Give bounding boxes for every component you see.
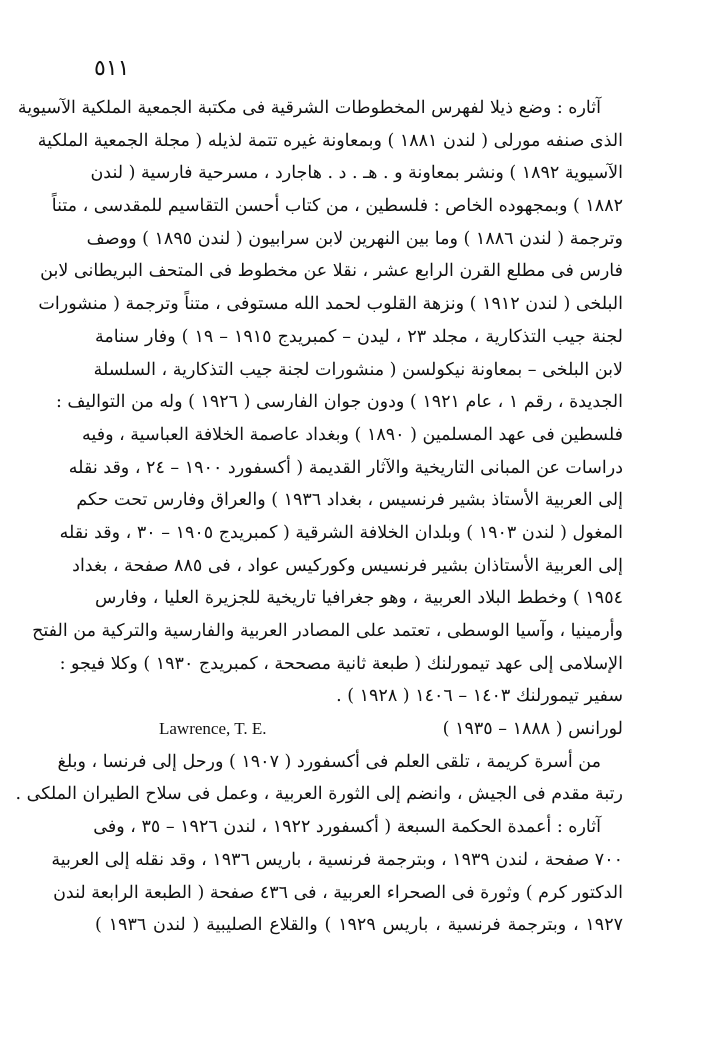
text-line: آثاره : أعمدة الحكمة السبعة ( أكسفورد ١٩٢٢ ، لندن ١٩٢٦ – ٣٥ ، وفى xyxy=(93,817,601,838)
text-line: الذى صنفه مورلى ( لندن ١٨٨١ ) وبمعاونة غيره تتمة لذيله ( مجلة الجمعية الملكية xyxy=(37,130,623,151)
text-line: الدكتور كرم ) وثورة فى الصحراء العربية ، فى ٤٣٦ صفحة ( الطبعة الرابعة لندن xyxy=(53,882,623,903)
text-line: من أسرة كريمة ، تلقى العلم فى أكسفورد ( ١٩٠٧ ) ورحل إلى فرنسا ، وبلغ xyxy=(57,751,601,772)
text-line: إلى العربية الأستاذ بشير فرنسيس ، بغداد ١٩٣٦ ) والعراق وفارس تحت حكم xyxy=(76,490,623,511)
text-line: إلى العربية الأستاذان بشير فرنسيس وكوركيس عواد ، فى ٨٨٥ صفحة ، بغداد xyxy=(72,555,623,576)
text-line: الآسيوية ١٨٩٢ ) ونشر بمعاونة و . هـ . د . هاجارد ، مسرحية فارسية ( لندن xyxy=(90,163,623,184)
text-line: ١٩٢٧ ، وبترجمة فرنسية ، باريس ١٩٢٩ ) والقلاع الصليبية ( لندن ١٩٣٦ ) xyxy=(95,915,624,936)
text-line: دراسات عن المبانى التاريخية والآثار القديمة ( أكسفورد ١٩٠٠ – ٢٤ ، وقد نقله xyxy=(68,457,623,478)
text-line: وترجمة ( لندن ١٨٨٦ ) وما بين النهرين لابن سرابيون ( لندن ١٨٩٥ ) ووصف xyxy=(86,228,623,249)
page-number: ٥١١ xyxy=(94,56,130,81)
text-line: لابن البلخى – بمعاونة نيكولسن ( منشورات لجنة جيب التذكارية ، السلسلة xyxy=(93,359,623,380)
entry-heading-arabic: لورانس ( ١٨٨٨ – ١٩٣٥ ) xyxy=(442,719,623,740)
text-line: سفير تيمورلنك ١٤٠٣ – ١٤٠٦ ( ١٩٢٨ ) . xyxy=(336,686,623,707)
text-line: فارس فى مطلع القرن الرابع عشر ، نقلا عن مخطوط فى المتحف البريطانى لابن xyxy=(40,261,623,282)
text-line: ٧٠٠ صفحة ، لندن ١٩٣٩ ، وبترجمة فرنسية ، باريس ١٩٣٦ ، وقد نقله إلى العربية xyxy=(51,849,623,870)
text-line: المغول ( لندن ١٩٠٣ ) وبلدان الخلافة الشرقية ( كمبريدج ١٩٠٥ – ٣٠ ، وقد نقله xyxy=(59,522,623,543)
text-line: ١٨٨٢ ) وبمجهوده الخاص : فلسطين ، من كتاب أحسن التقاسيم للمقدسى ، متناً xyxy=(51,196,623,217)
body-text xyxy=(15,92,624,942)
text-line: فلسطين فى عهد المسلمين ( ١٨٩٠ ) وبغداد عاصمة الخلافة العباسية ، وفيه xyxy=(82,424,623,445)
text-line: الإسلامى إلى عهد تيمورلنك ( طبعة ثانية مصححة ، كمبريدج ١٩٣٠ ) وكلا فيجو : xyxy=(59,653,623,674)
text-line: البلخى ( لندن ١٩١٢ ) ونزهة القلوب لحمد الله مستوفى ، متناً وترجمة ( منشورات xyxy=(38,294,623,315)
entry-heading xyxy=(95,713,623,746)
entry-heading-latin: Lawrence, T. E. xyxy=(159,719,267,739)
text-line: لجنة جيب التذكارية ، مجلد ٢٣ ، ليدن – كمبريدج ١٩١٥ – ١٩ ) وفار سنامة xyxy=(95,326,623,347)
text-line: آثاره : وضع ذيلا لفهرس المخطوطات الشرقية فى مكتبة الجمعية الملكية الآسيوية xyxy=(17,98,601,118)
text-line: الجديدة ، رقم ١ ، عام ١٩٢١ ) ودون جوان الفارسى ( ١٩٢٦ ) وله من التواليف : xyxy=(55,392,623,413)
text-line: وأرمينيا ، وآسيا الوسطى ، تعتمد على المصادر العربية والفارسية والتركية من الفتح xyxy=(32,621,623,641)
text-line: ١٩٥٤ ) وخطط البلاد العربية ، وهو جغرافيا تاريخية للجزيرة العليا ، وفارس xyxy=(95,588,623,609)
text-line: رتبة مقدم فى الجيش ، وانضم إلى الثورة العربية ، وعمل فى سلاح الطيران الملكى . xyxy=(15,784,623,805)
